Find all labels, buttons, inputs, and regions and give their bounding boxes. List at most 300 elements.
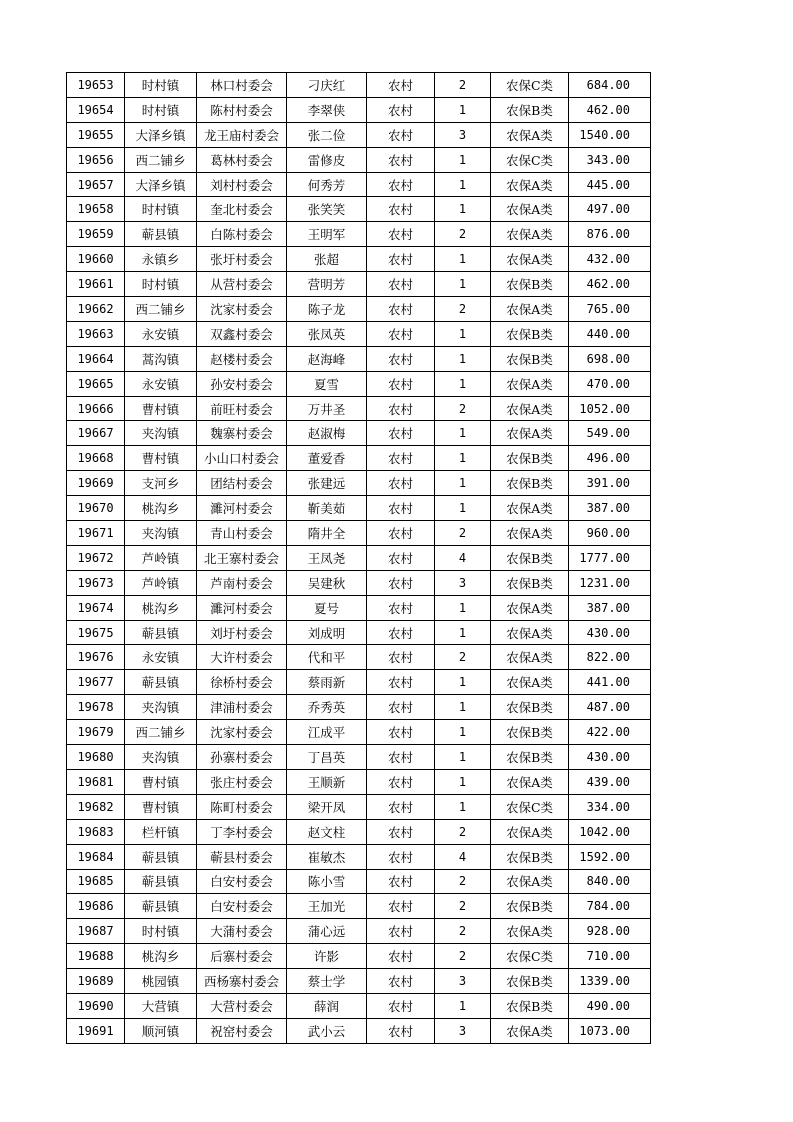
table-row (67, 197, 651, 222)
table-row (67, 745, 651, 770)
area-type-cell: 农村 (367, 645, 435, 670)
amount-cell: 387.00 (569, 595, 651, 620)
insurance-category-cell: 农保B类 (491, 993, 569, 1018)
amount-cell: 430.00 (569, 745, 651, 770)
table-row (67, 944, 651, 969)
insurance-category-cell: 农保A类 (491, 1018, 569, 1043)
household-count-cell: 1 (435, 446, 491, 471)
household-count-cell: 1 (435, 147, 491, 172)
insurance-category-cell: 农保C类 (491, 944, 569, 969)
village-committee-cell: 孙寨村委会 (197, 745, 287, 770)
household-count-cell: 3 (435, 122, 491, 147)
insurance-category-cell: 农保A类 (491, 247, 569, 272)
household-count-cell: 2 (435, 894, 491, 919)
amount-cell: 432.00 (569, 247, 651, 272)
table-row (67, 346, 651, 371)
insurance-category-cell: 农保A类 (491, 496, 569, 521)
village-committee-cell: 团结村委会 (197, 471, 287, 496)
insurance-category-cell: 农保C类 (491, 147, 569, 172)
area-type-cell: 农村 (367, 446, 435, 471)
area-type-cell: 农村 (367, 869, 435, 894)
amount-cell: 387.00 (569, 496, 651, 521)
town-cell: 永镇乡 (125, 247, 197, 272)
insurance-category-cell: 农保A类 (491, 620, 569, 645)
amount-cell: 487.00 (569, 695, 651, 720)
amount-cell: 1073.00 (569, 1018, 651, 1043)
area-type-cell: 农村 (367, 570, 435, 595)
insurance-category-cell: 农保A类 (491, 396, 569, 421)
town-cell: 蕲县镇 (125, 620, 197, 645)
serial-number-cell: 19685 (67, 869, 125, 894)
household-count-cell: 1 (435, 695, 491, 720)
town-cell: 大营镇 (125, 993, 197, 1018)
insurance-category-cell: 农保B类 (491, 894, 569, 919)
table-row (67, 645, 651, 670)
person-name-cell: 刁庆红 (287, 73, 367, 98)
household-count-cell: 1 (435, 97, 491, 122)
person-name-cell: 乔秀英 (287, 695, 367, 720)
table-row (67, 222, 651, 247)
area-type-cell: 农村 (367, 720, 435, 745)
area-type-cell: 农村 (367, 521, 435, 546)
area-type-cell: 农村 (367, 272, 435, 297)
person-name-cell: 薛润 (287, 993, 367, 1018)
serial-number-cell: 19668 (67, 446, 125, 471)
person-name-cell: 李翠侠 (287, 97, 367, 122)
town-cell: 桃沟乡 (125, 496, 197, 521)
insurance-category-cell: 农保B类 (491, 720, 569, 745)
serial-number-cell: 19672 (67, 545, 125, 570)
area-type-cell: 农村 (367, 545, 435, 570)
area-type-cell: 农村 (367, 944, 435, 969)
person-name-cell: 王顺新 (287, 769, 367, 794)
area-type-cell: 农村 (367, 670, 435, 695)
amount-cell: 876.00 (569, 222, 651, 247)
insurance-category-cell: 农保B类 (491, 695, 569, 720)
table-row (67, 446, 651, 471)
table-row (67, 844, 651, 869)
table-row (67, 595, 651, 620)
person-name-cell: 万井圣 (287, 396, 367, 421)
table-row (67, 147, 651, 172)
amount-cell: 549.00 (569, 421, 651, 446)
table-row (67, 297, 651, 322)
insurance-category-cell: 农保B类 (491, 969, 569, 994)
insurance-category-cell: 农保A类 (491, 371, 569, 396)
person-name-cell: 夏号 (287, 595, 367, 620)
serial-number-cell: 19666 (67, 396, 125, 421)
insurance-category-cell: 农保B类 (491, 97, 569, 122)
household-count-cell: 1 (435, 720, 491, 745)
insurance-category-cell: 农保A类 (491, 521, 569, 546)
household-count-cell: 2 (435, 521, 491, 546)
insurance-category-cell: 农保B类 (491, 321, 569, 346)
person-name-cell: 许影 (287, 944, 367, 969)
person-name-cell: 吴建秋 (287, 570, 367, 595)
insurance-category-cell: 农保A类 (491, 869, 569, 894)
table-row (67, 695, 651, 720)
village-committee-cell: 大许村委会 (197, 645, 287, 670)
area-type-cell: 农村 (367, 147, 435, 172)
household-count-cell: 1 (435, 197, 491, 222)
village-committee-cell: 芦南村委会 (197, 570, 287, 595)
area-type-cell: 农村 (367, 794, 435, 819)
village-committee-cell: 蕲县村委会 (197, 844, 287, 869)
serial-number-cell: 19686 (67, 894, 125, 919)
amount-cell: 430.00 (569, 620, 651, 645)
household-count-cell: 1 (435, 247, 491, 272)
household-count-cell: 1 (435, 471, 491, 496)
village-committee-cell: 陈村村委会 (197, 97, 287, 122)
table-row (67, 272, 651, 297)
table-row (67, 869, 651, 894)
area-type-cell: 农村 (367, 1018, 435, 1043)
village-committee-cell: 徐桥村委会 (197, 670, 287, 695)
amount-cell: 840.00 (569, 869, 651, 894)
area-type-cell: 农村 (367, 844, 435, 869)
amount-cell: 470.00 (569, 371, 651, 396)
person-name-cell: 张建远 (287, 471, 367, 496)
village-committee-cell: 丁李村委会 (197, 819, 287, 844)
insurance-category-cell: 农保B类 (491, 745, 569, 770)
table-row (67, 1018, 651, 1043)
village-committee-cell: 濉河村委会 (197, 496, 287, 521)
village-committee-cell: 奎北村委会 (197, 197, 287, 222)
amount-cell: 422.00 (569, 720, 651, 745)
area-type-cell: 农村 (367, 197, 435, 222)
person-name-cell: 赵文柱 (287, 819, 367, 844)
village-committee-cell: 后寨村委会 (197, 944, 287, 969)
village-committee-cell: 从营村委会 (197, 272, 287, 297)
person-name-cell: 陈子龙 (287, 297, 367, 322)
serial-number-cell: 19690 (67, 993, 125, 1018)
town-cell: 时村镇 (125, 73, 197, 98)
insurance-category-cell: 农保A类 (491, 595, 569, 620)
table-row (67, 97, 651, 122)
town-cell: 顺河镇 (125, 1018, 197, 1043)
table-row (67, 670, 651, 695)
town-cell: 蒿沟镇 (125, 346, 197, 371)
area-type-cell: 农村 (367, 122, 435, 147)
household-count-cell: 2 (435, 222, 491, 247)
amount-cell: 334.00 (569, 794, 651, 819)
household-count-cell: 1 (435, 745, 491, 770)
town-cell: 芦岭镇 (125, 570, 197, 595)
area-type-cell: 农村 (367, 894, 435, 919)
village-committee-cell: 龙王庙村委会 (197, 122, 287, 147)
town-cell: 夹沟镇 (125, 421, 197, 446)
household-count-cell: 2 (435, 297, 491, 322)
table-row (67, 919, 651, 944)
area-type-cell: 农村 (367, 396, 435, 421)
household-count-cell: 1 (435, 371, 491, 396)
amount-cell: 698.00 (569, 346, 651, 371)
area-type-cell: 农村 (367, 97, 435, 122)
household-count-cell: 1 (435, 670, 491, 695)
table-row (67, 969, 651, 994)
area-type-cell: 农村 (367, 471, 435, 496)
insurance-category-cell: 农保C类 (491, 73, 569, 98)
amount-cell: 343.00 (569, 147, 651, 172)
area-type-cell: 农村 (367, 172, 435, 197)
person-name-cell: 董爱香 (287, 446, 367, 471)
amount-cell: 1777.00 (569, 545, 651, 570)
person-name-cell: 江成平 (287, 720, 367, 745)
table-row (67, 421, 651, 446)
town-cell: 大泽乡镇 (125, 122, 197, 147)
town-cell: 蕲县镇 (125, 844, 197, 869)
person-name-cell: 崔敏杰 (287, 844, 367, 869)
town-cell: 大泽乡镇 (125, 172, 197, 197)
village-committee-cell: 白陈村委会 (197, 222, 287, 247)
town-cell: 西二铺乡 (125, 147, 197, 172)
household-count-cell: 1 (435, 993, 491, 1018)
serial-number-cell: 19669 (67, 471, 125, 496)
area-type-cell: 农村 (367, 620, 435, 645)
amount-cell: 1592.00 (569, 844, 651, 869)
household-count-cell: 4 (435, 844, 491, 869)
town-cell: 蕲县镇 (125, 869, 197, 894)
insurance-category-cell: 农保A类 (491, 819, 569, 844)
household-count-cell: 1 (435, 496, 491, 521)
area-type-cell: 农村 (367, 346, 435, 371)
household-count-cell: 1 (435, 346, 491, 371)
household-count-cell: 3 (435, 1018, 491, 1043)
person-name-cell: 刘成明 (287, 620, 367, 645)
town-cell: 时村镇 (125, 272, 197, 297)
area-type-cell: 农村 (367, 769, 435, 794)
area-type-cell: 农村 (367, 222, 435, 247)
serial-number-cell: 19657 (67, 172, 125, 197)
table-row (67, 794, 651, 819)
town-cell: 桃园镇 (125, 969, 197, 994)
serial-number-cell: 19660 (67, 247, 125, 272)
town-cell: 时村镇 (125, 97, 197, 122)
amount-cell: 1231.00 (569, 570, 651, 595)
amount-cell: 684.00 (569, 73, 651, 98)
table-row (67, 819, 651, 844)
person-name-cell: 赵海峰 (287, 346, 367, 371)
town-cell: 夹沟镇 (125, 521, 197, 546)
insurance-category-cell: 农保B类 (491, 446, 569, 471)
serial-number-cell: 19659 (67, 222, 125, 247)
table-row (67, 396, 651, 421)
serial-number-cell: 19663 (67, 321, 125, 346)
table-row (67, 894, 651, 919)
area-type-cell: 农村 (367, 421, 435, 446)
amount-cell: 440.00 (569, 321, 651, 346)
serial-number-cell: 19662 (67, 297, 125, 322)
insurance-category-cell: 农保A类 (491, 421, 569, 446)
table-row (67, 496, 651, 521)
village-committee-cell: 张庄村委会 (197, 769, 287, 794)
person-name-cell: 张凤英 (287, 321, 367, 346)
serial-number-cell: 19678 (67, 695, 125, 720)
serial-number-cell: 19671 (67, 521, 125, 546)
records-table-body (67, 73, 651, 1044)
town-cell: 蕲县镇 (125, 894, 197, 919)
insurance-category-cell: 农保B类 (491, 545, 569, 570)
insurance-category-cell: 农保A类 (491, 222, 569, 247)
amount-cell: 497.00 (569, 197, 651, 222)
household-count-cell: 1 (435, 769, 491, 794)
village-committee-cell: 沈家村委会 (197, 720, 287, 745)
serial-number-cell: 19664 (67, 346, 125, 371)
person-name-cell: 代和平 (287, 645, 367, 670)
insurance-category-cell: 农保A类 (491, 122, 569, 147)
insurance-category-cell: 农保B类 (491, 844, 569, 869)
table-row (67, 122, 651, 147)
village-committee-cell: 葛林村委会 (197, 147, 287, 172)
area-type-cell: 农村 (367, 496, 435, 521)
household-count-cell: 2 (435, 919, 491, 944)
amount-cell: 765.00 (569, 297, 651, 322)
town-cell: 永安镇 (125, 645, 197, 670)
town-cell: 蕲县镇 (125, 670, 197, 695)
insurance-category-cell: 农保B类 (491, 471, 569, 496)
person-name-cell: 张二俭 (287, 122, 367, 147)
household-count-cell: 2 (435, 869, 491, 894)
insurance-category-cell: 农保B类 (491, 272, 569, 297)
household-count-cell: 2 (435, 819, 491, 844)
insurance-category-cell: 农保A类 (491, 670, 569, 695)
area-type-cell: 农村 (367, 371, 435, 396)
serial-number-cell: 19681 (67, 769, 125, 794)
town-cell: 夹沟镇 (125, 695, 197, 720)
person-name-cell: 陈小雪 (287, 869, 367, 894)
area-type-cell: 农村 (367, 819, 435, 844)
serial-number-cell: 19655 (67, 122, 125, 147)
village-committee-cell: 北王寨村委会 (197, 545, 287, 570)
amount-cell: 1052.00 (569, 396, 651, 421)
table-row (67, 471, 651, 496)
insurance-category-cell: 农保A类 (491, 297, 569, 322)
serial-number-cell: 19673 (67, 570, 125, 595)
amount-cell: 391.00 (569, 471, 651, 496)
household-count-cell: 1 (435, 272, 491, 297)
table-row (67, 993, 651, 1018)
town-cell: 曹村镇 (125, 794, 197, 819)
amount-cell: 928.00 (569, 919, 651, 944)
person-name-cell: 张超 (287, 247, 367, 272)
serial-number-cell: 19687 (67, 919, 125, 944)
household-count-cell: 2 (435, 944, 491, 969)
area-type-cell: 农村 (367, 297, 435, 322)
household-count-cell: 3 (435, 969, 491, 994)
town-cell: 曹村镇 (125, 446, 197, 471)
amount-cell: 490.00 (569, 993, 651, 1018)
person-name-cell: 隋井全 (287, 521, 367, 546)
insurance-category-cell: 农保A类 (491, 769, 569, 794)
amount-cell: 439.00 (569, 769, 651, 794)
town-cell: 时村镇 (125, 197, 197, 222)
village-committee-cell: 小山口村委会 (197, 446, 287, 471)
serial-number-cell: 19688 (67, 944, 125, 969)
area-type-cell: 农村 (367, 73, 435, 98)
table-row (67, 172, 651, 197)
household-count-cell: 2 (435, 73, 491, 98)
person-name-cell: 武小云 (287, 1018, 367, 1043)
table-row (67, 570, 651, 595)
serial-number-cell: 19670 (67, 496, 125, 521)
town-cell: 曹村镇 (125, 396, 197, 421)
amount-cell: 710.00 (569, 944, 651, 969)
table-row (67, 545, 651, 570)
serial-number-cell: 19661 (67, 272, 125, 297)
serial-number-cell: 19689 (67, 969, 125, 994)
town-cell: 支河乡 (125, 471, 197, 496)
area-type-cell: 农村 (367, 969, 435, 994)
amount-cell: 1339.00 (569, 969, 651, 994)
insurance-category-cell: 农保A类 (491, 645, 569, 670)
person-name-cell: 雷修皮 (287, 147, 367, 172)
amount-cell: 960.00 (569, 521, 651, 546)
area-type-cell: 农村 (367, 595, 435, 620)
village-committee-cell: 沈家村委会 (197, 297, 287, 322)
serial-number-cell: 19653 (67, 73, 125, 98)
person-name-cell: 王明军 (287, 222, 367, 247)
village-committee-cell: 前旺村委会 (197, 396, 287, 421)
village-committee-cell: 张圩村委会 (197, 247, 287, 272)
person-name-cell: 靳美茹 (287, 496, 367, 521)
household-count-cell: 1 (435, 794, 491, 819)
serial-number-cell: 19680 (67, 745, 125, 770)
serial-number-cell: 19679 (67, 720, 125, 745)
village-committee-cell: 刘圩村委会 (197, 620, 287, 645)
town-cell: 西二铺乡 (125, 720, 197, 745)
insurance-category-cell: 农保B类 (491, 570, 569, 595)
person-name-cell: 丁昌英 (287, 745, 367, 770)
insurance-category-cell: 农保C类 (491, 794, 569, 819)
serial-number-cell: 19676 (67, 645, 125, 670)
household-count-cell: 1 (435, 421, 491, 446)
village-committee-cell: 刘村村委会 (197, 172, 287, 197)
person-name-cell: 营明芳 (287, 272, 367, 297)
household-count-cell: 1 (435, 172, 491, 197)
amount-cell: 1042.00 (569, 819, 651, 844)
village-committee-cell: 赵楼村委会 (197, 346, 287, 371)
town-cell: 桃沟乡 (125, 595, 197, 620)
area-type-cell: 农村 (367, 321, 435, 346)
area-type-cell: 农村 (367, 695, 435, 720)
table-row (67, 620, 651, 645)
area-type-cell: 农村 (367, 745, 435, 770)
village-committee-cell: 濉河村委会 (197, 595, 287, 620)
table-row (67, 321, 651, 346)
serial-number-cell: 19656 (67, 147, 125, 172)
village-committee-cell: 大蒲村委会 (197, 919, 287, 944)
town-cell: 西二铺乡 (125, 297, 197, 322)
records-table (66, 72, 651, 1044)
table-row (67, 521, 651, 546)
village-committee-cell: 双鑫村委会 (197, 321, 287, 346)
table-row (67, 769, 651, 794)
village-committee-cell: 陈町村委会 (197, 794, 287, 819)
village-committee-cell: 大营村委会 (197, 993, 287, 1018)
serial-number-cell: 19665 (67, 371, 125, 396)
village-committee-cell: 魏寨村委会 (197, 421, 287, 446)
household-count-cell: 4 (435, 545, 491, 570)
household-count-cell: 2 (435, 396, 491, 421)
person-name-cell: 何秀芳 (287, 172, 367, 197)
serial-number-cell: 19691 (67, 1018, 125, 1043)
amount-cell: 462.00 (569, 272, 651, 297)
person-name-cell: 夏雪 (287, 371, 367, 396)
town-cell: 栏杆镇 (125, 819, 197, 844)
table-row (67, 247, 651, 272)
serial-number-cell: 19684 (67, 844, 125, 869)
household-count-cell: 3 (435, 570, 491, 595)
